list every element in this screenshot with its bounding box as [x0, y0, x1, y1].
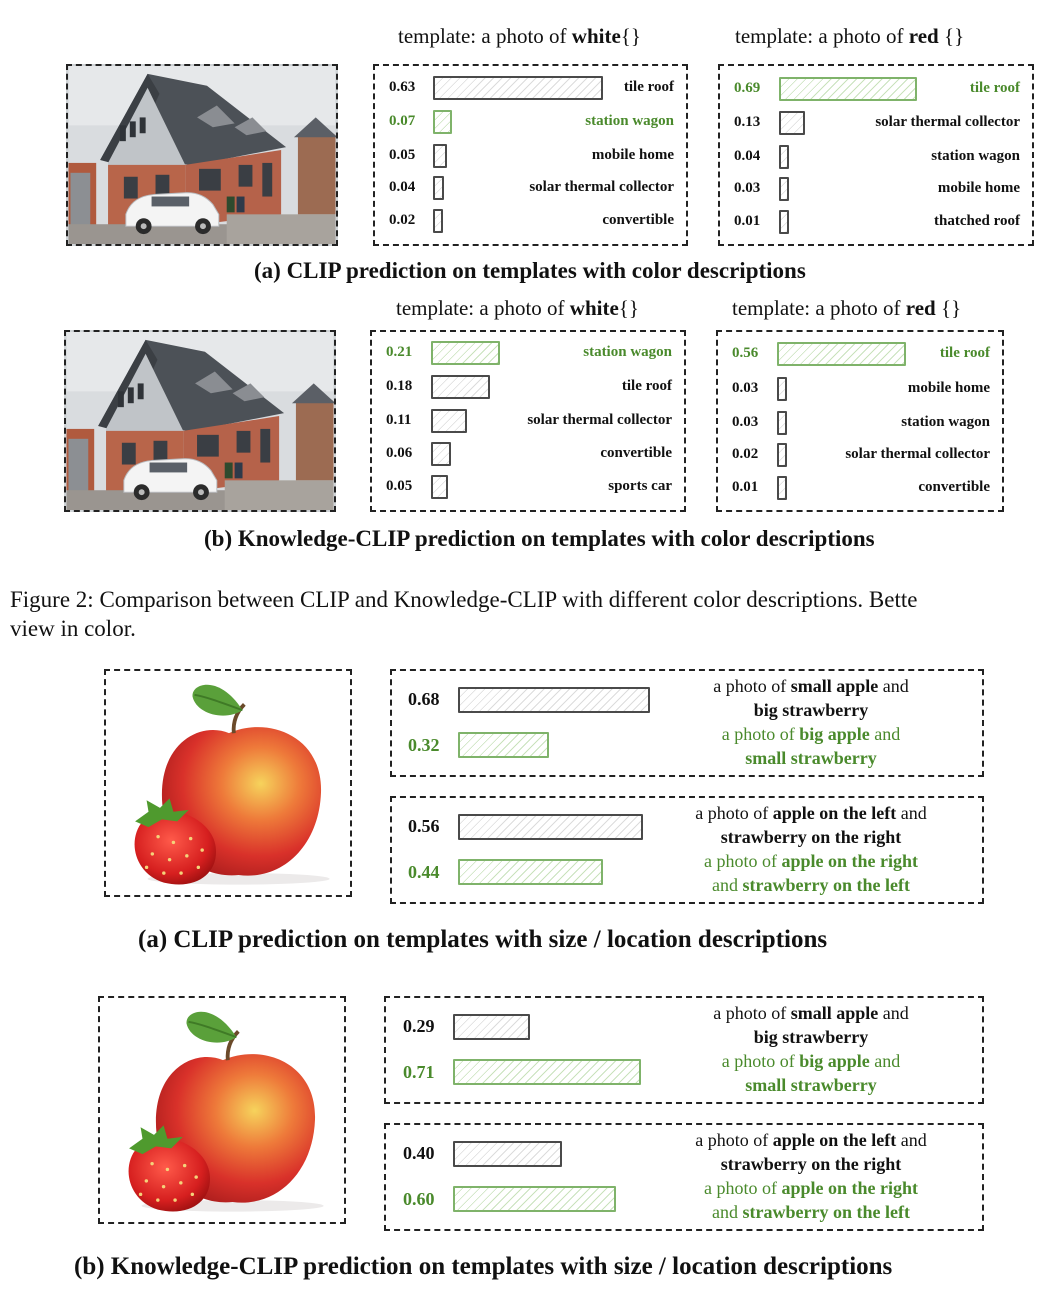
- apple-strawberry-image: [108, 1004, 338, 1216]
- probability-value: 0.71: [403, 1062, 435, 1082]
- class-label: mobile home: [907, 380, 990, 396]
- probability-value: 0.07: [389, 113, 416, 129]
- probability-bar: [453, 1186, 616, 1212]
- probability-bar: [453, 1141, 562, 1167]
- class-label: mobile home: [937, 180, 1020, 196]
- candidate-2-line1: a photo of apple on the right: [704, 1178, 918, 1198]
- candidate-2-line2: and strawberry on the left: [712, 1202, 910, 1222]
- class-label: sports car: [608, 478, 672, 494]
- class-label: solar thermal collector: [529, 179, 674, 195]
- class-label: convertible: [602, 212, 674, 228]
- candidate-1-line2: big strawberry: [753, 700, 869, 720]
- class-label: convertible: [600, 445, 672, 461]
- figure-caption-line2: view in color.: [10, 616, 136, 641]
- probability-value: 0.01: [734, 213, 761, 229]
- probability-bar: [777, 411, 787, 435]
- class-label: station wagon: [901, 414, 990, 430]
- fruit-photo-b: [98, 996, 346, 1224]
- class-label: thatched roof: [934, 213, 1020, 229]
- probability-value: 0.03: [732, 380, 759, 396]
- probability-bar: [431, 375, 490, 399]
- caption-candidates: [661, 1128, 961, 1224]
- probability-value: 0.21: [386, 344, 413, 360]
- probability-value: 0.01: [732, 479, 759, 495]
- caption-candidates: [661, 674, 961, 770]
- class-label: tile roof: [969, 80, 1020, 96]
- template-label-white: template: a photo of white{}: [398, 24, 641, 48]
- probability-bar: [777, 342, 906, 366]
- probability-bar: [458, 814, 643, 840]
- template-label-white-b: template: a photo of white{}: [396, 296, 639, 320]
- probability-value: 0.63: [389, 79, 416, 95]
- house-photo-a: [66, 64, 338, 246]
- fruit-photo-a: [104, 669, 352, 897]
- house-photo-b: [64, 330, 336, 512]
- class-label: solar thermal collector: [875, 114, 1020, 130]
- probability-value: 0.68: [408, 689, 440, 709]
- house-image: [68, 66, 336, 244]
- probability-bar: [433, 76, 603, 100]
- probability-value: 0.02: [389, 212, 416, 228]
- probability-value: 0.05: [386, 478, 413, 494]
- probability-bar: [431, 475, 448, 499]
- probability-bar: [431, 409, 467, 433]
- figure-caption: [10, 585, 917, 643]
- probability-value: 0.03: [734, 180, 761, 196]
- probability-value: 0.05: [389, 147, 416, 163]
- figure-caption-line1: Figure 2: Comparison between CLIP and Knowledge-CLIP with different color descriptions. Bette: [10, 587, 918, 612]
- class-label: station wagon: [931, 148, 1020, 164]
- probability-bar: [777, 476, 787, 500]
- subcaption-fruit-b: (b) Knowledge-CLIP prediction on templates with size / location descriptions: [74, 1253, 893, 1280]
- probability-value: 0.04: [734, 148, 761, 164]
- probability-bar: [779, 210, 789, 234]
- candidate-1-line1: a photo of small apple and: [713, 1003, 909, 1023]
- class-label: solar thermal collector: [527, 412, 672, 428]
- probability-value: 0.44: [408, 862, 440, 882]
- probability-value: 0.56: [408, 816, 440, 836]
- caption-candidates: [661, 801, 961, 897]
- probability-bar: [777, 377, 787, 401]
- class-label: station wagon: [583, 344, 672, 360]
- caption-candidates: [661, 1001, 961, 1097]
- probability-value: 0.32: [408, 735, 440, 755]
- subcaption-fruit-a: (a) CLIP prediction on templates with size / location descriptions: [138, 926, 828, 953]
- probability-bar: [779, 177, 789, 201]
- candidate-2-line2: and strawberry on the left: [712, 875, 910, 895]
- probability-value: 0.04: [389, 179, 416, 195]
- subcaption-house-b: (b) Knowledge-CLIP prediction on templates with color descriptions: [204, 526, 875, 551]
- candidate-2-line1: a photo of apple on the right: [704, 851, 918, 871]
- class-label: station wagon: [585, 113, 674, 129]
- probability-bar: [453, 1059, 641, 1085]
- probability-value: 0.03: [732, 414, 759, 430]
- probability-bar: [779, 111, 805, 135]
- candidate-1-line2: strawberry on the right: [720, 827, 902, 847]
- probability-bar: [779, 77, 917, 101]
- class-label: convertible: [918, 479, 990, 495]
- probability-bar: [433, 144, 447, 168]
- candidate-2-line1: a photo of big apple and: [721, 1051, 901, 1071]
- apple-strawberry-image: [114, 677, 344, 889]
- candidate-2-line2: small strawberry: [745, 748, 877, 768]
- candidate-1-line1: a photo of apple on the left and: [695, 803, 927, 823]
- candidate-1-line2: big strawberry: [753, 1027, 869, 1047]
- probability-value: 0.06: [386, 445, 413, 461]
- probability-bar: [431, 341, 500, 365]
- probability-value: 0.56: [732, 345, 759, 361]
- candidate-1-line2: strawberry on the right: [720, 1154, 902, 1174]
- subcaption-house-a: (a) CLIP prediction on templates with color descriptions: [254, 258, 806, 283]
- probability-bar: [458, 687, 650, 713]
- template-label-red: template: a photo of red {}: [735, 24, 965, 48]
- probability-bar: [433, 110, 452, 134]
- probability-value: 0.18: [386, 378, 413, 394]
- probability-value: 0.29: [403, 1016, 435, 1036]
- template-label-red-b: template: a photo of red {}: [732, 296, 962, 320]
- class-label: solar thermal collector: [845, 446, 990, 462]
- probability-value: 0.40: [403, 1143, 435, 1163]
- class-label: tile roof: [623, 79, 674, 95]
- candidate-2-line2: small strawberry: [745, 1075, 877, 1095]
- probability-value: 0.13: [734, 114, 761, 130]
- probability-value: 0.11: [386, 412, 412, 428]
- probability-bar: [458, 732, 549, 758]
- probability-value: 0.69: [734, 80, 761, 96]
- candidate-2-line1: a photo of big apple and: [721, 724, 901, 744]
- probability-bar: [777, 443, 787, 467]
- probability-value: 0.60: [403, 1189, 435, 1209]
- probability-bar: [779, 145, 789, 169]
- probability-bar: [433, 209, 443, 233]
- candidate-1-line1: a photo of small apple and: [713, 676, 909, 696]
- class-label: tile roof: [621, 378, 672, 394]
- candidate-1-line1: a photo of apple on the left and: [695, 1130, 927, 1150]
- class-label: mobile home: [591, 147, 674, 163]
- probability-bar: [458, 859, 603, 885]
- house-image: [66, 332, 334, 510]
- class-label: tile roof: [939, 345, 990, 361]
- probability-value: 0.02: [732, 446, 759, 462]
- probability-bar: [453, 1014, 530, 1040]
- probability-bar: [433, 176, 444, 200]
- probability-bar: [431, 442, 451, 466]
